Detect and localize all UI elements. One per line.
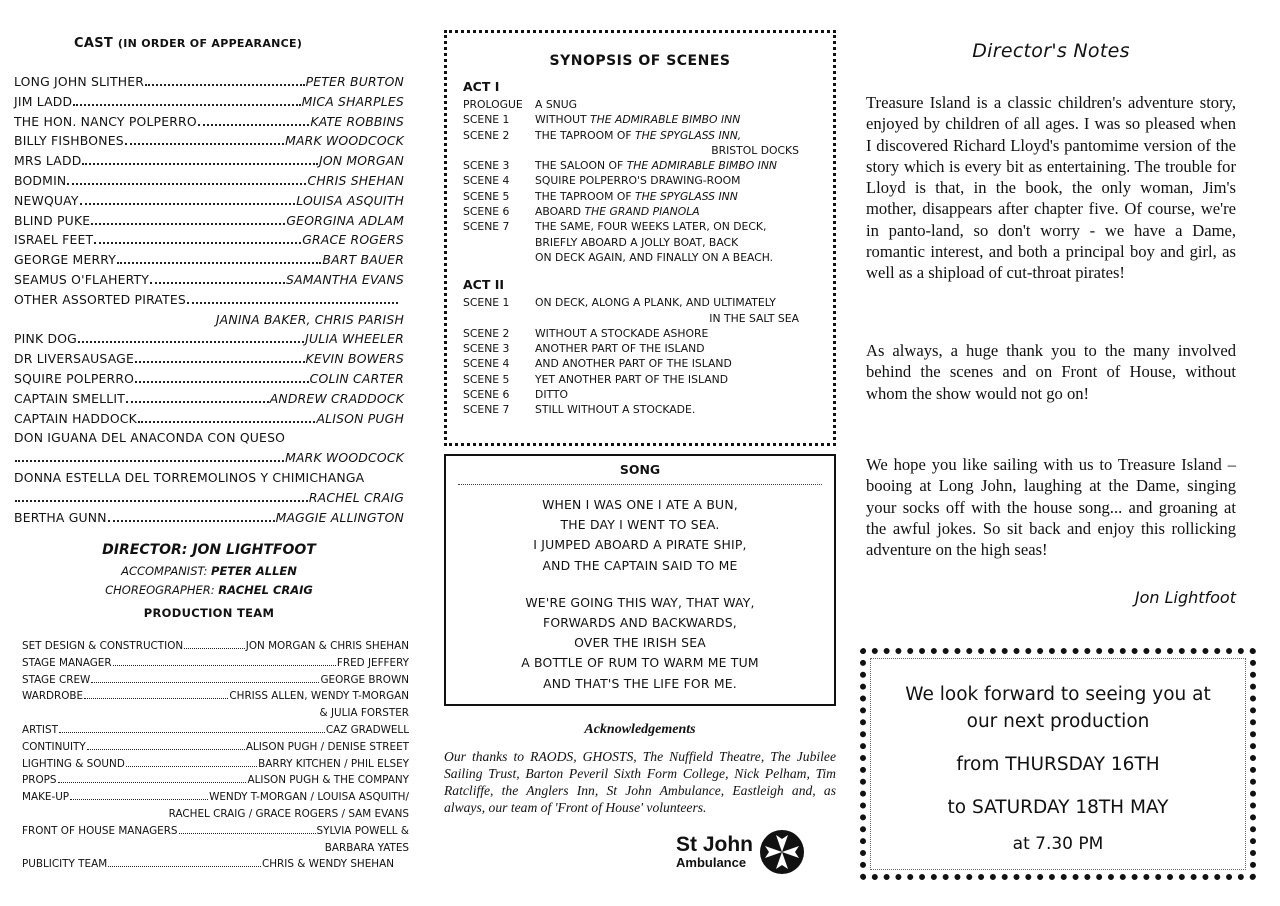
cast-role: NEWQUAY [14,192,79,208]
scene-row: BRISTOL DOCKS [711,143,799,157]
song-divider [458,484,822,485]
song-line: WHEN I WAS ONE I ATE A BUN, [542,497,738,512]
logo-text-line1: St John [676,833,753,856]
scene-row: SCENE 3 ANOTHER PART OF THE ISLAND [463,342,705,356]
promo-line: our next production [966,711,1150,732]
scene-row: SCENE 3 THE SALOON OF THE ADMIRABLE BIMBO INN [463,159,778,173]
production-row: PROPS ALISON PUGH & THE COMPANY [22,774,409,787]
production-row: BARBARA YATES [324,841,409,854]
acknowledgements-title: Acknowledgements [584,722,696,737]
song-line: AND THAT'S THE LIFE FOR ME. [543,675,737,691]
production-row: WARDROBE CHRISS ALLEN, WENDY T-MORGAN [22,690,409,703]
scene-row: PROLOGUE A SNUG [463,98,578,111]
scene-row: SCENE 4 AND ANOTHER PART OF THE ISLAND [463,357,732,371]
cast-role: JIM LADD [14,93,73,109]
scene-row: SCENE 6 DITTO [463,388,568,402]
production-team-heading: PRODUCTION TEAM [143,606,275,620]
production-row: CONTINUITY ALISON PUGH / DENISE STREET [22,740,409,753]
song-line: A BOTTLE OF RUM TO WARM ME TUM [521,655,759,671]
cast-row [14,391,404,411]
cast-actor: JANINA BAKER, CHRIS PARISH [215,311,404,327]
cast-row [14,133,404,153]
cast-role: BERTHA GUNN [14,509,107,525]
cast-row [14,470,404,490]
cast-row [14,430,404,450]
production-row: STAGE MANAGER FRED JEFFERY [22,656,409,669]
cast-role: ISRAEL FEET [14,232,94,248]
production-row: ARTIST CAZ GRADWELL [22,723,409,736]
cast-row [14,173,404,193]
act-title: ACT II [463,277,505,293]
cast-row [14,213,404,233]
cast-role: PINK DOG [14,331,77,347]
scene-row: SCENE 1 ON DECK, ALONG A PLANK, AND ULTIMATELY [463,296,776,310]
cast-role: SQUIRE POLPERRO [14,370,135,386]
song-line: THE DAY I WENT TO SEA. [560,517,720,533]
maltese-cross-icon [759,829,805,875]
song-box [444,454,836,706]
cast-actor: KEVIN BOWERS [305,351,404,367]
cast-list [14,74,404,529]
cast-role: BILLY FISHBONES [14,133,124,149]
scene-row: SCENE 5 YET ANOTHER PART OF THE ISLAND [463,372,729,386]
cast-actor: GRACE ROGERS [302,232,404,248]
cast-row [14,450,404,470]
cast-actor: MICA SHARPLES [301,93,404,109]
cast-role: BODMIN [14,172,67,188]
cast-actor: SAMANTHA EVANS [286,271,404,287]
acknowledgements-text: Our thanks to RAODS, GHOSTS, The Nuffield Theatre, The Jubilee Sailing Trust, Barton Peveril Sixth Form College, Nick Pelham, Tim Ratcliffe, the Anglers Inn, St John Ambulance, Eastleigh and, as always, our team of 'Front of House' volunteers. [444,749,836,815]
synopsis-title: SYNOPSIS OF SCENES [549,53,731,69]
production-row: SET DESIGN & CONSTRUCTION JON MORGAN & CHRIS SHEHAN [22,640,409,652]
cast-actor: BART BAUER [322,252,404,268]
production-row: & JULIA FORSTER [319,707,409,720]
st-john-ambulance-logo [676,826,826,878]
cast-role: LONG JOHN SLITHER [14,74,145,89]
cast-row [14,292,404,312]
cast-row [14,74,404,94]
cast-row [14,252,404,272]
cast-actor: PETER BURTON [305,74,404,89]
cast-row [14,371,404,391]
song-line: OVER THE IRISH SEA [574,635,706,651]
cast-row [14,114,404,134]
song-line: AND THE CAPTAIN SAID TO ME [542,557,738,573]
cast-actor: LOUISA ASQUITH [296,192,404,208]
production-row: LIGHTING & SOUND BARRY KITCHEN / PHIL ELSEY [22,757,409,770]
directors-notes-title: Director's Notes [972,40,1130,62]
cast-actor: ALISON PUGH [316,410,404,426]
logo-text-line2: Ambulance [676,855,747,870]
scene-row: SCENE 5 THE TAPROOM OF THE SPYGLASS INN [463,189,738,203]
cast-row [14,411,404,431]
cast-row [14,331,404,351]
cast-role: DON IGUANA DEL ANACONDA CON QUESO [14,430,286,446]
cast-role: DR LIVERSAUSAGE [14,351,134,367]
cast-actor: MAGGIE ALLINGTON [275,509,404,525]
cast-actor: RACHEL CRAIG [308,489,404,505]
promo-line: to SATURDAY 18TH MAY [947,797,1169,818]
production-row: MAKE-UP WENDY T-MORGAN / LOUISA ASQUITH/ [22,791,409,804]
cast-row [14,312,404,332]
director-signature: Jon Lightfoot [1134,588,1236,607]
song-title: SONG [619,462,661,477]
cast-actor: JULIA WHEELER [305,331,404,347]
cast-row [14,272,404,292]
cast-role: GEORGE MERRY [14,252,117,268]
cast-role: SEAMUS O'FLAHERTY [14,271,150,287]
director-credit: DIRECTOR: JON LIGHTFOOT [102,542,316,558]
scene-row: SCENE 4 SQUIRE POLPERRO'S DRAWING-ROOM [463,174,741,188]
cast-row [14,351,404,371]
cast-row [14,94,404,114]
cast-row [14,232,404,252]
cast-row [14,193,404,213]
production-row: FRONT OF HOUSE MANAGERS SYLVIA POWELL & [22,824,409,837]
scene-row: SCENE 7 THE SAME, FOUR WEEKS LATER, ON DECK, [463,220,767,234]
scene-row: SCENE 1 WITHOUT THE ADMIRABLE BIMBO INN [463,113,741,127]
act-title: ACT I [463,79,500,94]
song-line: WE'RE GOING THIS WAY, THAT WAY, [525,594,755,610]
scene-row: SCENE 6 ABOARD THE GRAND PIANOLA [463,205,700,219]
notes-paragraph-3: We hope you like sailing with us to Treasure Island – booing at Long John, laughing at the Dame, singing your socks off with the house song... and groaning at the awful jokes. So sit back and enjoy this rollicking adventure on the high seas! [866,455,1236,560]
scene-row: SCENE 7 STILL WITHOUT A STOCKADE. [463,403,696,417]
promo-line: at 7.30 PM [1012,834,1104,854]
cast-heading-sub: (IN ORDER OF APPEARANCE) [117,37,303,50]
cast-role: DONNA ESTELLA DEL TORREMOLINOS Y CHIMICHANGA [14,469,365,485]
synopsis-box [444,30,836,446]
production-row: STAGE CREW GEORGE BROWN [22,673,409,686]
notes-paragraph-1: Treasure Island is a classic children's adventure story, enjoyed by children of all ages. I was so pleased when I discovered Richard Lloyd's pantomime version of the story which is every bit as entertaining. The trouble for Lloyd is that, in the book, the only woman, Jim's mother, disappears after chapter five. Of course, we're in panto-land, so don't worry - we have a Dame, romantic interest, and both a principal boy and girl, as well as a shipload of cut-throat pirates! [866,93,1236,283]
cast-role: BLIND PUKE [14,212,91,228]
production-team-list [22,640,409,875]
cast-actor: MARK WOODCOCK [285,133,404,149]
scene-row: ON DECK AGAIN, AND FINALLY ON A BEACH. [535,250,774,264]
scene-row: SCENE 2 WITHOUT A STOCKADE ASHORE [463,326,709,340]
cast-heading [74,36,354,51]
song-line: FORWARDS AND BACKWARDS, [543,615,737,631]
cast-actor: JON MORGAN [318,153,404,169]
next-production-box [860,648,1256,880]
cast-role: THE HON. NANCY POLPERRO [14,113,197,129]
accompanist-credit: ACCOMPANIST: PETER ALLEN [121,564,297,578]
song-line: I JUMPED ABOARD A PIRATE SHIP, [533,537,747,553]
scene-row: IN THE SALT SEA [709,311,799,325]
cast-actor: GEORGINA ADLAM [286,212,404,228]
scene-row: SCENE 2 THE TAPROOM OF THE SPYGLASS INN, [463,128,742,142]
scene-row: BRIEFLY ABOARD A JOLLY BOAT, BACK [535,235,739,249]
choreographer-credit: CHOREOGRAPHER: RACHEL CRAIG [105,583,313,597]
cast-heading-text: CAST [74,36,114,51]
notes-paragraph-2: As always, a huge thank you to the many involved behind the scenes and on Front of House, without whom the show would not go on! [866,341,1236,403]
cast-row [14,490,404,510]
cast-actor: CHRIS SHEHAN [307,172,404,188]
cast-actor: KATE ROBBINS [310,113,404,129]
cast-row [14,510,404,530]
promo-line: from THURSDAY 16TH [956,754,1160,775]
cast-row [14,153,404,173]
credits-block [14,542,404,620]
production-row: PUBLICITY TEAM CHRIS & WENDY SHEHAN [22,858,394,871]
cast-role: OTHER ASSORTED PIRATES [14,291,186,307]
promo-line: We look forward to seeing you at [905,684,1211,705]
cast-role: MRS LADD [14,153,82,169]
cast-actor: ANDREW CRADDOCK [269,390,404,406]
cast-actor: COLIN CARTER [309,370,404,386]
cast-role: CAPTAIN HADDOCK [14,410,137,426]
cast-actor: MARK WOODCOCK [285,450,404,466]
production-row: RACHEL CRAIG / GRACE ROGERS / SAM EVANS [168,807,409,820]
cast-role: CAPTAIN SMELLIT [14,390,125,406]
